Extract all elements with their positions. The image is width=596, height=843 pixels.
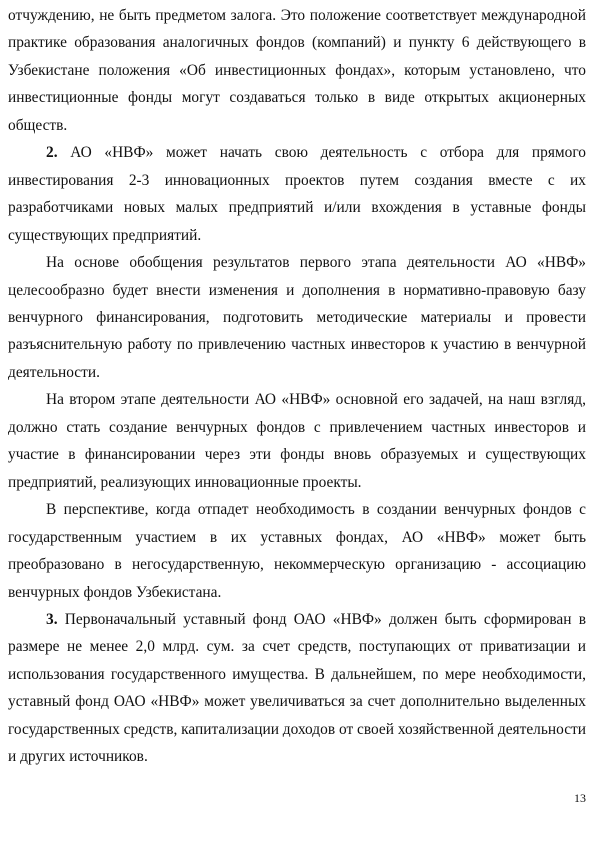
page-number: 13 — [574, 791, 586, 805]
paragraph-text: На основе обобщения результатов первого этапа деятельности АО «НВФ» целесообразно будет внести изменения и дополнения в нормативно-правовую базу венчурного финансирования, подготовить методические материалы и провести разъяснительную работу по привлечению частных инвесторов к участию в венчурной деятельности. — [8, 254, 586, 381]
paragraph-perspective — [8, 496, 586, 606]
paragraph-2 — [8, 139, 586, 249]
paragraph-text: отчуждению, не быть предметом залога. Это положение соответствует международной практике образования аналогичных фондов (компаний) и пункту 6 действующего в Узбекистане положения «Об инвестиционных фондах», которым установлено, что инвестиционные фонды могут создаваться только в виде открытых акционерных обществ. — [8, 7, 586, 134]
paragraph-text: АО «НВФ» может начать свою деятельность с отбора для прямого инвестирования 2-3 инновационных проектов путем создания вместе с их разработчиками новых малых предприятий и/или вхождения в уставные фонды существующих предприятий. — [8, 144, 586, 244]
paragraph-number: 2. — [46, 144, 58, 162]
paragraph-text: На втором этапе деятельности АО «НВФ» основной его задачей, на наш взгляд, должно стать создание венчурных фондов с привлечением частных инвесторов и участие в финансировании через эти фонды вновь образуемых и существующих предприятий, реализующих инновационные проекты. — [8, 391, 586, 491]
paragraph-text: Первоначальный уставный фонд ОАО «НВФ» должен быть сформирован в размере не менее 2,0 млрд. сум. за счет средств, поступающих от приватизации и использования государственного имущества. В дальнейшем, по мере необходимости, уставный фонд ОАО «НВФ» может увеличиваться за счет дополнительно выделенных государственных средств, капитализации доходов от своей хозяйственной деятельности и других источников. — [8, 610, 587, 766]
paragraph-number: 3. — [46, 610, 58, 628]
paragraph-first-stage — [8, 249, 586, 386]
paragraph-second-stage — [8, 386, 586, 496]
paragraph-text: В перспективе, когда отпадет необходимость в создании венчурных фондов с государственным участием в их уставных фондах, АО «НВФ» может быть преобразовано в негосударственную, некоммерческую организацию - ассоциацию венчурных фондов Узбекистана. — [8, 501, 586, 601]
body-text — [8, 2, 586, 771]
paragraph-3 — [8, 606, 586, 771]
paragraph-continuation — [8, 2, 586, 139]
